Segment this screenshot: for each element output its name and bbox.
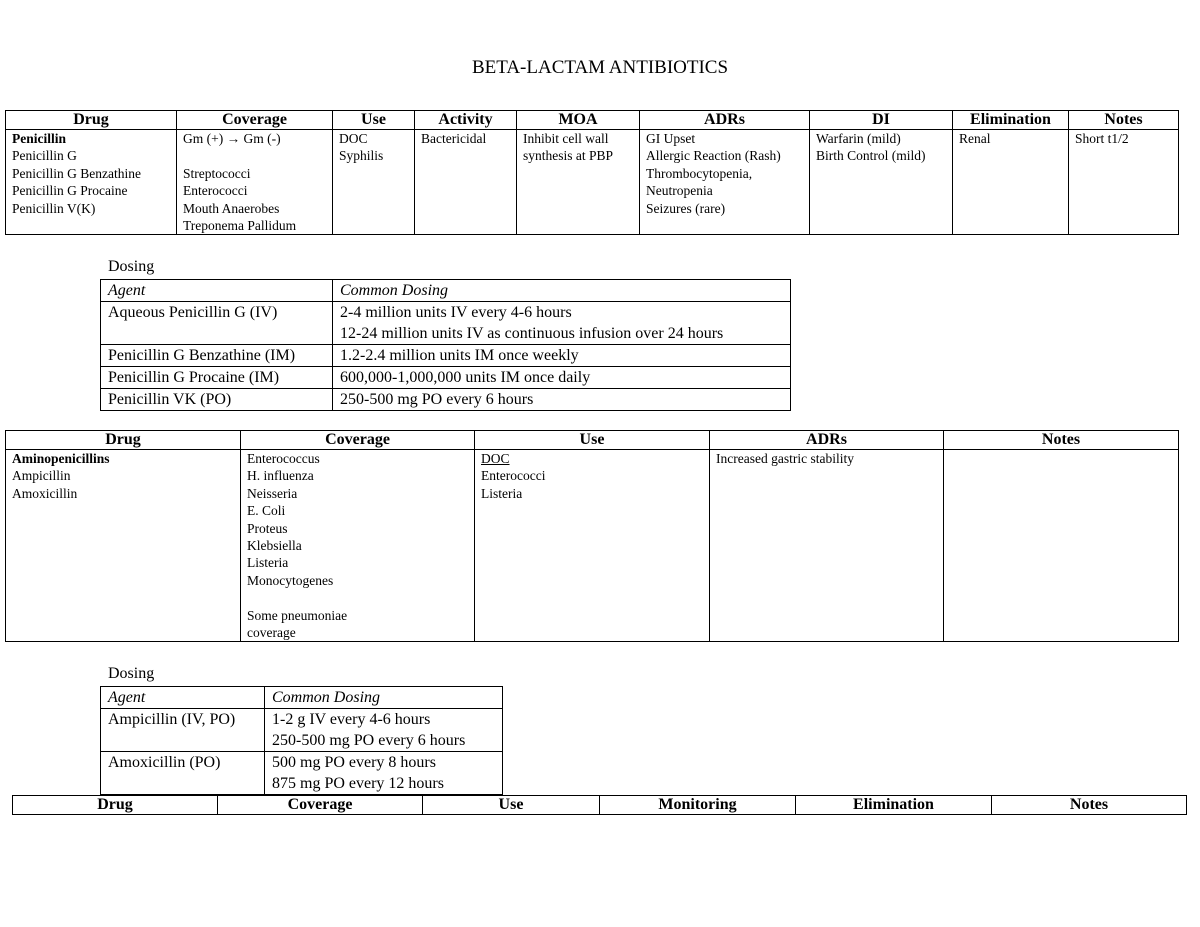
- penicillin-table: [5, 110, 1179, 235]
- table-row: [6, 130, 1179, 235]
- coverage-item: Klebsiella: [247, 538, 302, 554]
- drug-class: Penicillin: [12, 131, 66, 146]
- coverage-item: Enterococci: [183, 183, 248, 199]
- moa-item: synthesis at PBP: [523, 148, 614, 164]
- coverage-item: H. influenza: [247, 468, 314, 484]
- table-row: [6, 450, 1179, 642]
- elimination-cell: [953, 130, 1069, 235]
- dosing-cell: [333, 302, 791, 345]
- col-header-drug: Drug: [13, 796, 218, 815]
- dosing-line: 250-500 mg PO every 6 hours: [272, 732, 466, 749]
- dosing-line: 2-4 million units IV every 4-6 hours: [340, 304, 572, 321]
- col-header-adrs: ADRs: [640, 111, 810, 130]
- col-header-agent: Agent: [101, 280, 333, 302]
- coverage-item: Monocytogenes: [247, 572, 334, 588]
- di-cell: [810, 130, 953, 235]
- col-header-coverage: Coverage: [218, 796, 423, 815]
- col-header-coverage: Coverage: [241, 431, 475, 450]
- coverage-item: [247, 589, 468, 606]
- notes-cell: [944, 450, 1179, 642]
- coverage-item: Proteus: [247, 520, 288, 536]
- dosing-line: 250-500 mg PO every 6 hours: [340, 391, 534, 408]
- dosing-label: Dosing: [108, 258, 155, 275]
- header-row: [101, 687, 503, 709]
- dosing-cell: [333, 389, 791, 411]
- adrs-cell: [710, 450, 944, 642]
- adr-item: Seizures (rare): [646, 200, 726, 216]
- coverage-cell: [177, 130, 333, 235]
- coverage-item: [183, 147, 326, 164]
- col-header-coverage: Coverage: [177, 111, 333, 130]
- col-header-adrs: ADRs: [710, 431, 944, 450]
- col-header-notes: Notes: [992, 796, 1187, 815]
- coverage-item: Enterococcus: [247, 451, 320, 466]
- drug-item: Penicillin G: [12, 148, 77, 164]
- header-row: [101, 280, 791, 302]
- col-header-elimination: Elimination: [796, 796, 992, 815]
- adrs-cell: [640, 130, 810, 235]
- use-item: DOC: [339, 131, 368, 146]
- table-row: [101, 345, 791, 367]
- dosing-label: Dosing: [108, 665, 155, 682]
- table-row: [101, 302, 791, 345]
- table-row: [101, 367, 791, 389]
- dosing-cell: [265, 709, 503, 752]
- col-header-monitoring: Monitoring: [600, 796, 796, 815]
- penicillin-dosing-table: [100, 279, 791, 411]
- dosing-line: 12-24 million units IV as continuous infusion over 24 hours: [340, 325, 724, 342]
- header-row: [13, 796, 1187, 815]
- col-header-moa: MOA: [517, 111, 640, 130]
- use-cell: [333, 130, 415, 235]
- col-header-common-dosing: Common Dosing: [265, 687, 503, 709]
- col-header-activity: Activity: [415, 111, 517, 130]
- coverage-cell: [241, 450, 475, 642]
- drug-class: Aminopenicillins: [12, 451, 110, 466]
- col-header-di: DI: [810, 111, 953, 130]
- col-header-common-dosing: Common Dosing: [333, 280, 791, 302]
- use-item: Listeria: [481, 485, 523, 501]
- agent-cell: Amoxicillin (PO): [101, 752, 265, 795]
- table-row: [101, 709, 503, 752]
- dosing-line: 875 mg PO every 12 hours: [272, 775, 444, 792]
- drug-cell: [6, 130, 177, 235]
- dosing-line: 600,000-1,000,000 units IM once daily: [340, 369, 591, 386]
- coverage-item: Treponema Pallidum: [183, 218, 297, 234]
- use-item: Syphilis: [339, 148, 384, 164]
- activity-item: Bactericidal: [421, 131, 487, 146]
- adr-item: GI Upset: [646, 131, 696, 146]
- coverage-item: Listeria: [247, 555, 289, 571]
- coverage-item: Streptococci: [183, 165, 251, 181]
- next-drug-table: [12, 795, 1187, 815]
- moa-item: Inhibit cell wall: [523, 131, 609, 146]
- col-header-agent: Agent: [101, 687, 265, 709]
- agent-cell: Penicillin G Benzathine (IM): [101, 345, 333, 367]
- col-header-elimination: Elimination: [953, 111, 1069, 130]
- adr-item: Neutropenia: [646, 183, 713, 199]
- aminopenicillin-dosing-table: [100, 686, 503, 795]
- drug-cell: [6, 450, 241, 642]
- use-cell: [475, 450, 710, 642]
- di-item: Birth Control (mild): [816, 148, 926, 164]
- col-header-use: Use: [333, 111, 415, 130]
- coverage-item: coverage: [247, 625, 296, 641]
- page-title: BETA-LACTAM ANTIBIOTICS: [471, 57, 729, 78]
- dosing-cell: [265, 752, 503, 795]
- aminopenicillin-table: [5, 430, 1179, 642]
- header-row: [6, 431, 1179, 450]
- col-header-notes: Notes: [1069, 111, 1179, 130]
- adr-item: Increased gastric stability: [716, 451, 854, 466]
- coverage-item: Some pneumoniae: [247, 607, 348, 623]
- coverage-item: E. Coli: [247, 503, 286, 519]
- agent-cell: Penicillin VK (PO): [101, 389, 333, 411]
- header-row: [6, 111, 1179, 130]
- table-row: [101, 752, 503, 795]
- notes-cell: [1069, 130, 1179, 235]
- moa-cell: [517, 130, 640, 235]
- di-item: Warfarin (mild): [816, 131, 901, 146]
- adr-item: Allergic Reaction (Rash): [646, 148, 781, 164]
- drug-item: Ampicillin: [12, 468, 71, 484]
- notes-item: Short t1/2: [1075, 131, 1129, 146]
- use-item: Enterococci: [481, 468, 546, 484]
- dosing-cell: [333, 367, 791, 389]
- coverage-item: Gm (+) → Gm (-): [183, 131, 281, 146]
- col-header-drug: Drug: [6, 111, 177, 130]
- dosing-line: 1.2-2.4 million units IM once weekly: [340, 347, 579, 364]
- col-header-use: Use: [475, 431, 710, 450]
- elimination-item: Renal: [959, 131, 991, 146]
- col-header-use: Use: [423, 796, 600, 815]
- agent-cell: Aqueous Penicillin G (IV): [101, 302, 333, 345]
- col-header-notes: Notes: [944, 431, 1179, 450]
- agent-cell: Ampicillin (IV, PO): [101, 709, 265, 752]
- drug-item: Penicillin V(K): [12, 200, 96, 216]
- drug-item: Amoxicillin: [12, 485, 78, 501]
- drug-item: Penicillin G Procaine: [12, 183, 128, 199]
- dosing-line: 1-2 g IV every 4-6 hours: [272, 711, 431, 728]
- adr-item: Thrombocytopenia,: [646, 165, 753, 181]
- use-item: DOC: [481, 451, 510, 466]
- agent-cell: Penicillin G Procaine (IM): [101, 367, 333, 389]
- coverage-item: Neisseria: [247, 485, 298, 501]
- drug-item: Penicillin G Benzathine: [12, 165, 141, 181]
- coverage-item: Mouth Anaerobes: [183, 200, 280, 216]
- dosing-cell: [333, 345, 791, 367]
- table-row: [101, 389, 791, 411]
- activity-cell: [415, 130, 517, 235]
- col-header-drug: Drug: [6, 431, 241, 450]
- dosing-line: 500 mg PO every 8 hours: [272, 754, 436, 771]
